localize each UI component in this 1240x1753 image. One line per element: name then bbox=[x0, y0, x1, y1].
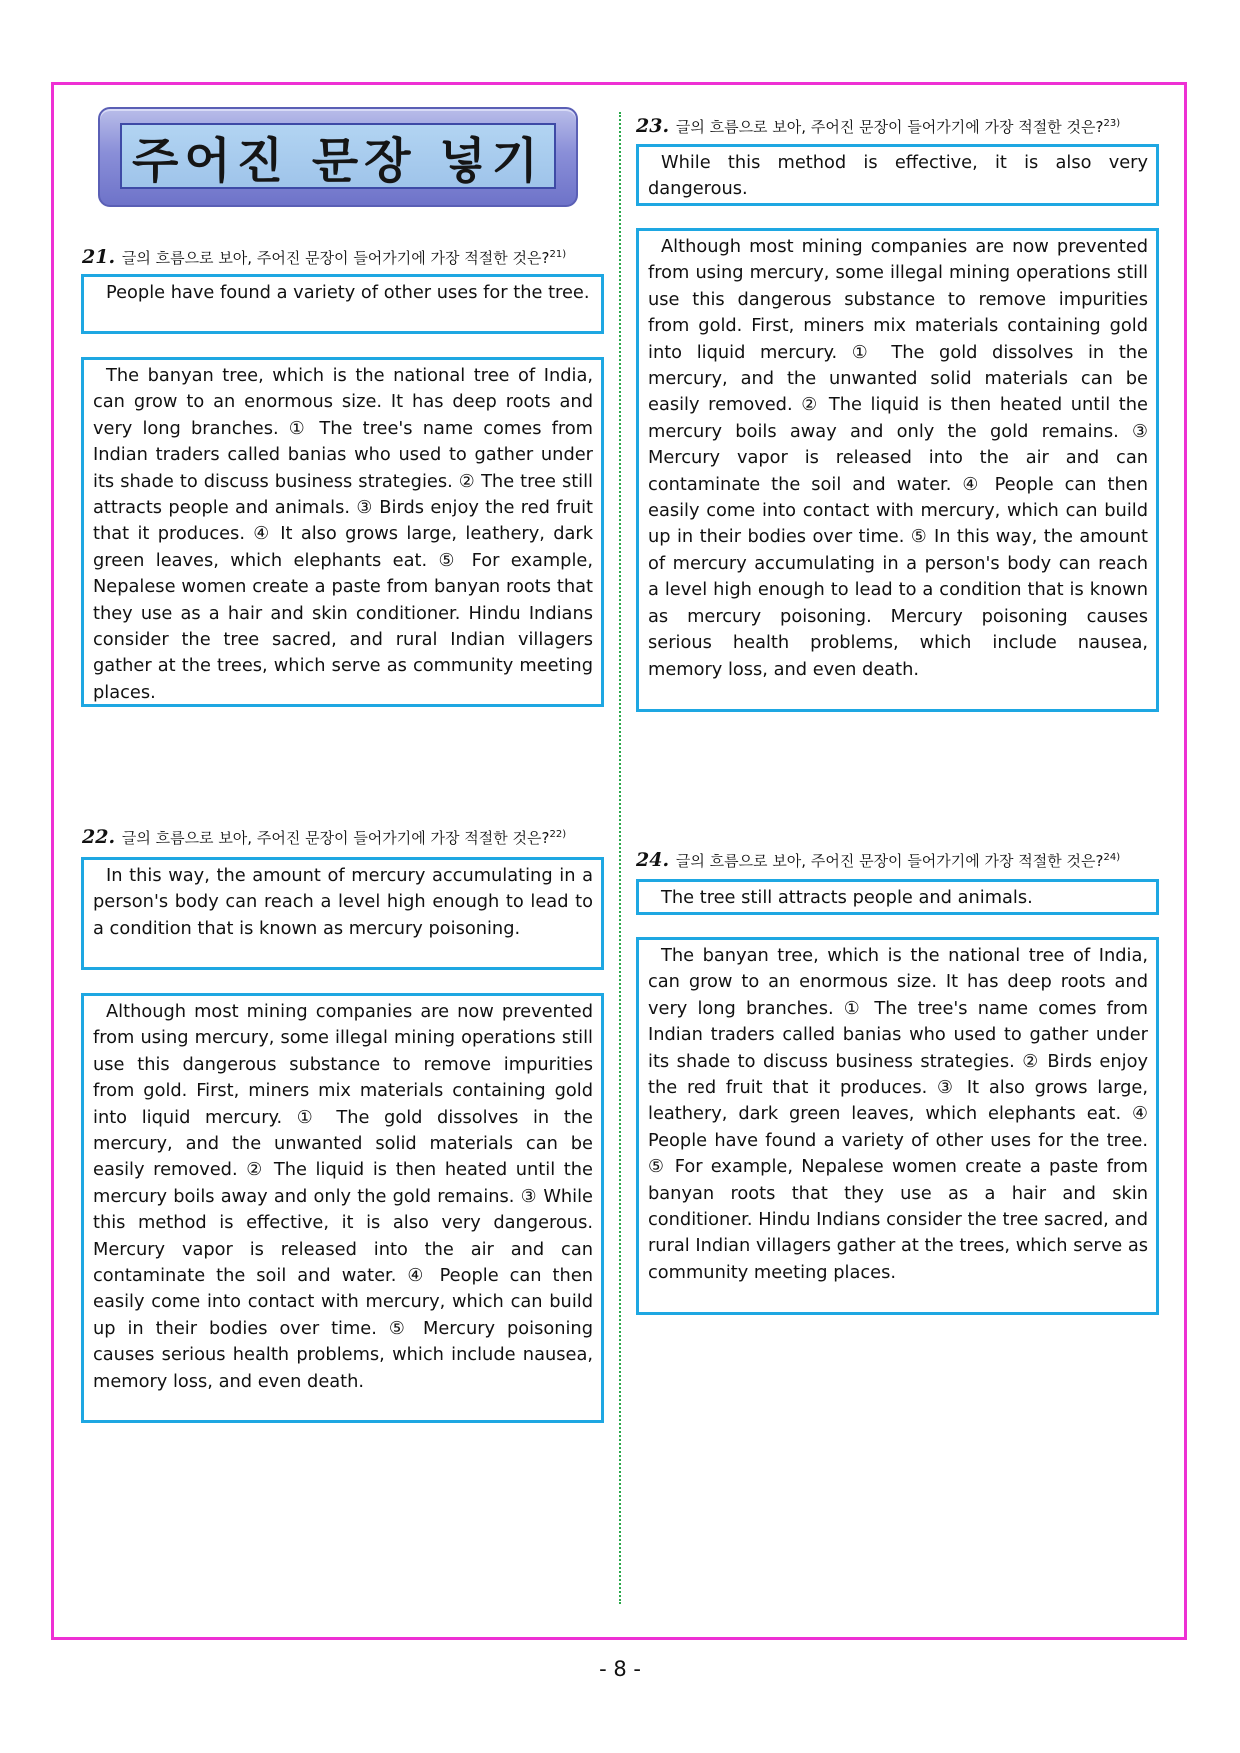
question-21-passage: The banyan tree, which is the national tree of India, can grow to an enormous size. It has deep roots and very long branches. ① The tree's name comes from Indian traders called banias who used to gather under its shade to discuss business strategies. ② The tree still attracts people and animals. ③ Birds enjoy the red fruit that it produces. ④ It also grows large, leathery, dark green leaves, which elephants eat. ⑤ For example, Nepalese women create a paste from banyan roots that they use as a hair and skin conditioner. Hindu Indians consider the tree sacred, and rural Indian villagers gather at the trees, which serve as community meeting places. bbox=[93, 365, 593, 703]
section-title-banner bbox=[98, 107, 578, 207]
question-23-prompt: 글의 흐름으로 보아, 주어진 문장이 들어가기에 가장 적절한 것은? bbox=[675, 118, 1104, 136]
question-24-passage: The banyan tree, which is the national tree of India, can grow to an enormous size. It has deep roots and very long branches. ① The tree's name comes from Indian traders called banias who used to gather under its shade to discuss business strategies. ② Birds enjoy the red fruit that it produces. ③ It also grows large, leathery, dark green leaves, which elephants eat. ④ People have found a variety of other uses for the tree. ⑤ For example, Nepalese women create a paste from banyan roots that they use as a hair and skin conditioner. Hindu Indians consider the tree sacred, and rural Indian villagers gather at the trees, which serve as community meeting places. bbox=[648, 945, 1148, 1283]
question-22-footnote: 22) bbox=[549, 829, 567, 840]
question-24-passage-box bbox=[636, 937, 1159, 1315]
question-21-prompt: 글의 흐름으로 보아, 주어진 문장이 들어가기에 가장 적절한 것은? bbox=[121, 249, 550, 267]
question-22-passage-box bbox=[81, 993, 604, 1423]
question-21-number: 21. bbox=[82, 246, 116, 268]
question-22-number: 22. bbox=[82, 826, 116, 848]
question-21-header bbox=[82, 246, 566, 268]
question-21-footnote: 21) bbox=[549, 249, 567, 260]
question-21-given-sentence: People have found a variety of other uses for the tree. bbox=[106, 282, 590, 303]
question-23-passage: Although most mining companies are now prevented from using mercury, some illegal mining operations still use this dangerous substance to remove impurities from gold. First, miners mix materials containing gold into liquid mercury. ① The gold dissolves in the mercury, and the unwanted solid materials can be easily removed. ② The liquid is then heated until the mercury boils away and only the gold remains. ③ Mercury vapor is released into the air and can contaminate the soil and water. ④ People can then easily come into contact with mercury, which can build up in their bodies over time. ⑤ In this way, the amount of mercury accumulating in a person's body can reach a level high enough to lead to a condition that is known as mercury poisoning. Mercury poisoning causes serious health problems, which include nausea, memory loss, and even death. bbox=[648, 236, 1148, 680]
page-number: - 8 - bbox=[599, 1657, 641, 1681]
question-22-prompt: 글의 흐름으로 보아, 주어진 문장이 들어가기에 가장 적절한 것은? bbox=[121, 829, 550, 847]
question-24-prompt: 글의 흐름으로 보아, 주어진 문장이 들어가기에 가장 적절한 것은? bbox=[675, 852, 1104, 870]
question-23-passage-box bbox=[636, 228, 1159, 712]
question-24-given-sentence: The tree still attracts people and animals. bbox=[661, 887, 1033, 908]
question-24-given-sentence-box bbox=[636, 879, 1159, 915]
question-21-passage-box bbox=[81, 357, 604, 707]
question-23-given-sentence: While this method is effective, it is also very dangerous. bbox=[648, 152, 1148, 200]
question-22-passage: Although most mining companies are now prevented from using mercury, some illegal mining operations still use this dangerous substance to remove impurities from gold. First, miners mix materials containing gold into liquid mercury. ① The gold dissolves in the mercury, and the unwanted solid materials can be easily removed. ② The liquid is then heated until the mercury boils away and only the gold remains. ③ While this method is effective, it is also very dangerous. Mercury vapor is released into the air and can contaminate the soil and water. ④ People can then easily come into contact with mercury, which can build up in their bodies over time. ⑤ Mercury poisoning causes serious health problems, which include nausea, memory loss, and even death. bbox=[93, 1001, 593, 1392]
section-title-plate bbox=[120, 123, 556, 189]
question-24-number: 24. bbox=[636, 849, 670, 871]
question-23-given-sentence-box bbox=[636, 144, 1159, 206]
question-22-given-sentence: In this way, the amount of mercury accumulating in a person's body can reach a level high enough to lead to a condition that is known as mercury poisoning. bbox=[93, 865, 593, 939]
question-21-given-sentence-box bbox=[81, 274, 604, 334]
question-23-number: 23. bbox=[636, 115, 670, 137]
section-title: 주어진 문장 넣기 bbox=[132, 132, 544, 189]
question-22-given-sentence-box bbox=[81, 857, 604, 970]
question-24-footnote: 24) bbox=[1103, 852, 1121, 863]
question-23-footnote: 23) bbox=[1103, 118, 1121, 129]
question-22-header bbox=[82, 826, 566, 848]
question-23-header bbox=[636, 115, 1120, 137]
column-divider bbox=[619, 112, 621, 1604]
question-24-header bbox=[636, 849, 1120, 871]
